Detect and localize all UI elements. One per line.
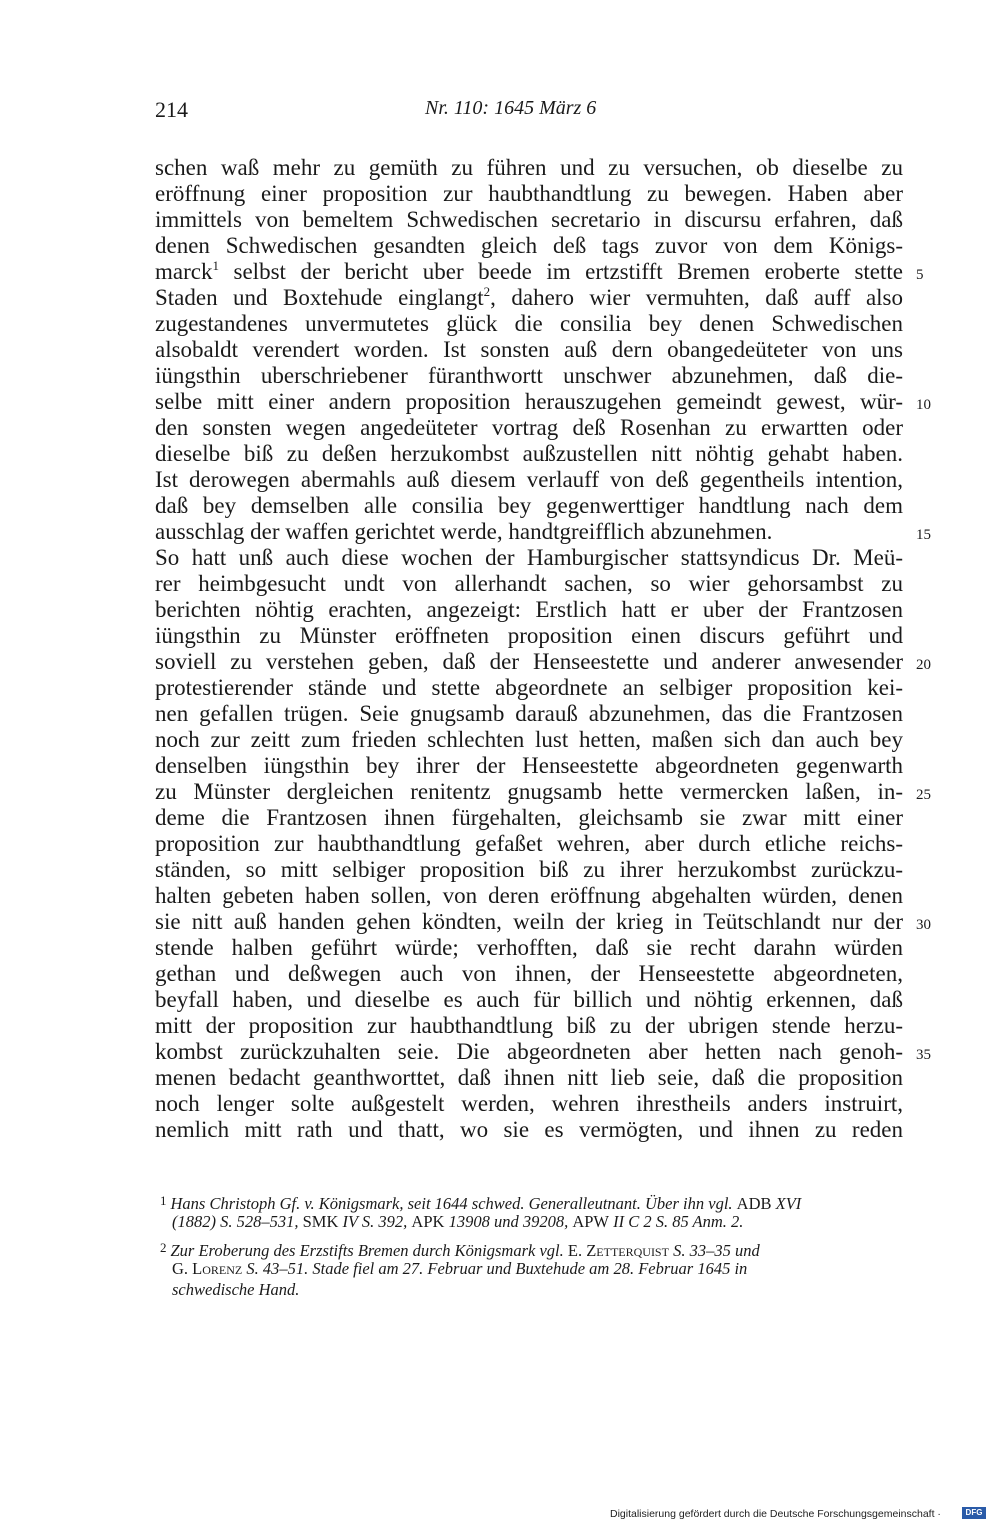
text-line: Staden und Boxtehude einglangt$^2$, dahero wier vermuhten, daß auff also [155, 284, 903, 310]
text-line: nen gefallen trügen. Seie gnugsamb darauß abzunehmen, das die Frantzosen [155, 701, 903, 726]
text-line: gethan und deßwegen auch von ihnen, der Henseestette abgeordneten, [155, 961, 903, 986]
text-line: rer heimbgesucht undt von allerhandt sachen, so wier gehorsambst zu [155, 571, 903, 596]
text-line: denen Schwedischen gesandten gleich deß tags zuvor von dem Königs- [155, 233, 903, 258]
line-number: 35 [916, 1047, 931, 1063]
text-line: menen bedacht geanthworttet, daß ihnen nitt lieb seie, daß die proposition [155, 1065, 903, 1090]
text-line: nemlich mitt rath und thatt, wo sie es vermögten, und ihnen zu reden [155, 1117, 903, 1142]
text-line: schen waß mehr zu gemüth zu führen und zu versuchen, ob dieselbe zu [155, 155, 903, 180]
footnote-1-cont: (1882) S. 528–531, SMK IV S. 392, APK 13908 und 39208, APW II C 2 S. 85 Anm. 2. [172, 1212, 744, 1231]
line-number: 25 [916, 787, 931, 803]
line-number: 30 [916, 917, 931, 933]
line-number: 15 [916, 527, 931, 543]
text-line: noch zur zeitt zum frieden schlechten lust hetten, maßen sich dan auch bey [155, 727, 903, 752]
text-line: Ist derowegen abermahls auß diesem verlauff von deß gegentheils intention, [155, 467, 903, 492]
footnote-1: $^1$ Hans Christoph Gf. v. Königsmark, seit 1644 schwed. Generalleutnant. Über ihn vgl. ADB XVI [160, 1193, 802, 1213]
page-number: 214 [155, 97, 188, 122]
text-line: selbe mitt einer andern proposition herauszugehen gemeindt gewest, wür- [155, 389, 903, 414]
text-line: noch lenger solte außgestelt werden, wehren ihrestheils anders instruirt, [155, 1091, 903, 1116]
text-line: ausschlag der waffen gerichtet werde, handtgreifflich abzunehmen. [155, 519, 773, 544]
line-number: 20 [916, 657, 931, 673]
text-line: soviell zu verstehen geben, daß der Henseestette und anderer anwesender [155, 649, 903, 674]
text-line: zugestandenes unvermutetes glück die consilia bey denen Schwedischen [155, 311, 903, 336]
text-line: daß bey demselben alle consilia bey gegenwerttiger handtlung nach dem [155, 493, 903, 518]
text-line: halten gebeten haben sollen, von deren eröffnung abgehalten würden, denen [155, 883, 903, 908]
dfg-logo: DFG [962, 1507, 986, 1519]
text-line: beyfall haben, und dieselbe es auch für billich und nöhtig erkennen, daß [155, 987, 903, 1012]
text-line: iüngsthin uberschriebener füranthwortt unschwer abzunehmen, daß die- [155, 363, 903, 388]
text-line: So hatt unß auch diese wochen der Hamburgischer stattsyndicus Dr. Meü- [155, 545, 903, 570]
text-line: eröffnung einer proposition zur haubthandtlung zu bewegen. Haben aber [155, 181, 903, 206]
text-line: stende halben geführt würde; verhofften, daß sie recht darahn würden [155, 935, 903, 960]
text-line: sie nitt auß handen gehen köndten, weiln der krieg in Teütschlandt nur der [155, 909, 903, 934]
text-line: marck$^1$ selbst der bericht uber beede im ertzstifft Bremen eroberte stette [155, 258, 903, 284]
line-number: 5 [916, 267, 924, 283]
digitization-credit: Digitalisierung gefördert durch die Deutsche Forschungsgemeinschaft · [610, 1508, 941, 1520]
text-line: denselben iüngsthin bey ihrer der Henseestette abgeordneten gegenwarth [155, 753, 903, 778]
text-line: zu Münster dergleichen renitentz gnugsamb hette vermercken laßen, in- [155, 779, 903, 804]
text-line: protestierender stände und stette abgeordnete an selbiger proposition kei- [155, 675, 903, 700]
footnote-ref[interactable]: 2 [483, 284, 491, 299]
footnote-2-cont: G. Lorenz S. 43–51. Stade fiel am 27. Februar und Buxtehude am 28. Februar 1645 in [172, 1259, 748, 1278]
text-line: deme die Frantzosen ihnen fürgehalten, gleichsamb sie zwar mitt einer [155, 805, 903, 830]
text-line: alsobaldt verendert worden. Ist sonsten auß dern obangedeüteter von uns [155, 337, 903, 362]
footnote-2-cont: schwedische Hand. [172, 1280, 300, 1299]
text-line: den sonsten wegen angedeüteter vortrag deß Rosenhan zu erwartten oder [155, 415, 903, 440]
text-line: berichten nöhtig erachten, angezeigt: Erstlich hatt er uber der Frantzosen [155, 597, 903, 622]
footnote-ref[interactable]: 1 [212, 258, 219, 273]
text-line: immittels von bemeltem Schwedischen secretario in discursu erfahren, daß [155, 207, 903, 232]
text-line: iüngsthin zu Münster eröffneten proposition einen discurs geführt und [155, 623, 903, 648]
text-line: proposition zur haubthandtlung gefaßet wehren, aber durch etliche reichs- [155, 831, 903, 856]
text-line: ständen, so mitt selbiger proposition biß zu ihrer herzukombst zurückzu- [155, 857, 903, 882]
running-head: Nr. 110: 1645 März 6 [425, 97, 597, 119]
footnote-2: $^2$ Zur Eroberung des Erzstifts Bremen durch Königsmark vgl. E. Zetterquist S. 33–35 und [160, 1240, 760, 1260]
text-line: kombst zurückzuhalten seie. Die abgeordneten aber hetten nach genoh- [155, 1039, 903, 1064]
text-line: mitt der proposition zur haubthandtlung biß zu der ubrigen stende herzu- [155, 1013, 903, 1038]
text-line: dieselbe biß zu deßen herzukombst außzustellen nitt nöhtig gehabt haben. [155, 441, 903, 466]
line-number: 10 [916, 397, 931, 413]
